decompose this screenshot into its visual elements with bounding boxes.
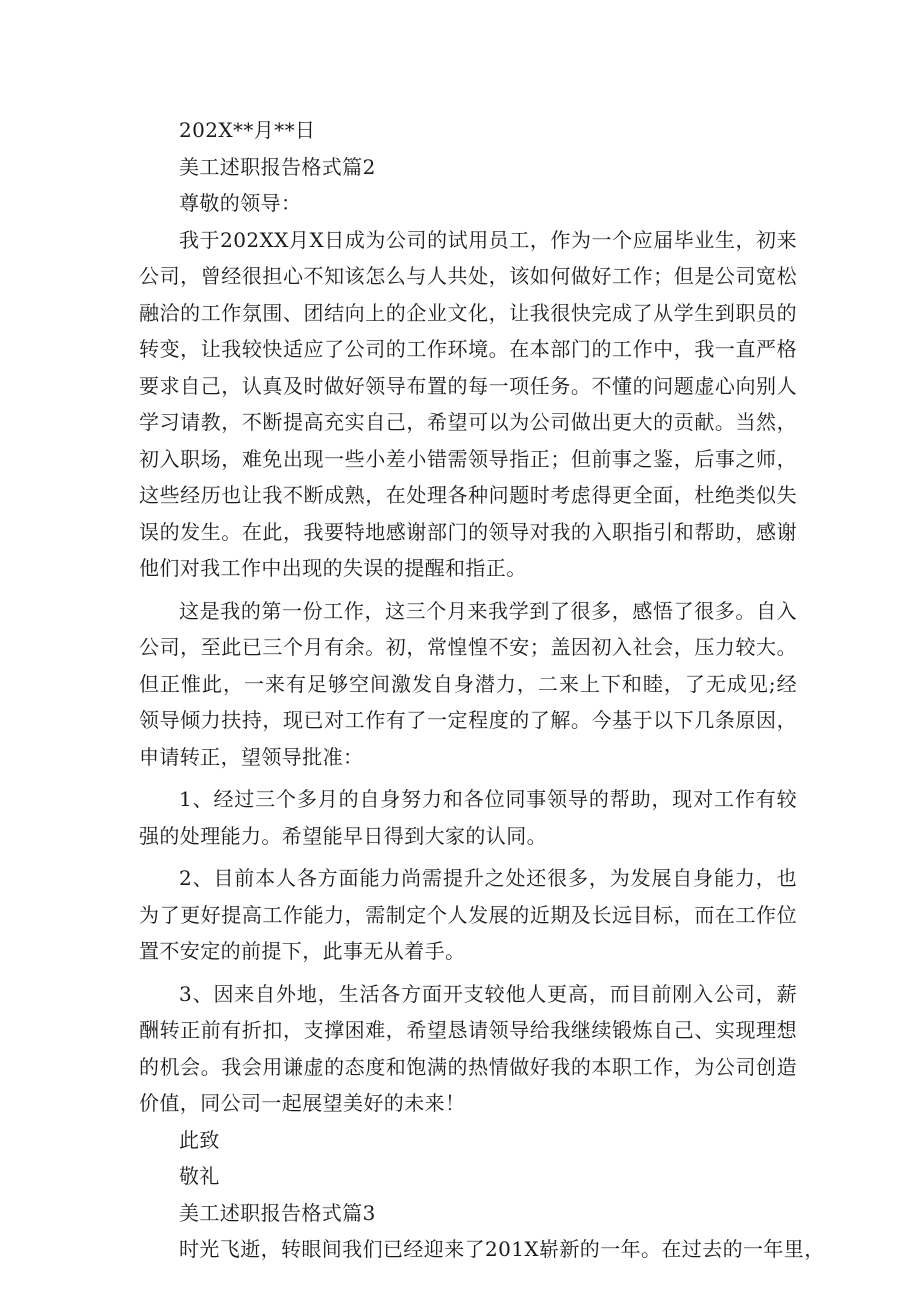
paragraph-reason-1: 1、经过三个多月的自身努力和各位同事领导的帮助，现对工作有较强的处理能力。希望能早日得到大家的认同。 [139,787,797,848]
document-body [139,112,825,1268]
closing-line-2: 敬礼 [179,1164,220,1188]
paragraph-reason-2: 2、目前本人各方面能力尚需提升之处还很多，为发展自身能力，也为了更好提高工作能力，需制定个人发展的近期及长远目标，而在工作位置不安定的前提下，此事无从着手。 [139,866,797,963]
paragraph-intro: 我于202XX月X日成为公司的试用员工，作为一个应届毕业生，初来公司，曾经很担心不知该怎么与人共处，该如何做好工作；但是公司宽松融洽的工作氛围、团结向上的企业文化，让我很快完成了从学生到职员的转变，让我较快适应了公司的工作环境。在本部门的工作中，我一直严格要求自己，认真及时做好领导布置的每一项任务。不懂的问题虚心向别人学习请教，不断提高充实自己，希望可以为公司做出更大的贡献。当然，初入职场，难免出现一些小差小错需领导指正；但前事之鉴，后事之师，这些经历也让我不断成熟，在处理各种问题时考虑得更全面，杜绝类似失误的发生。在此，我要特地感谢部门的领导对我的入职指引和帮助，感谢他们对我工作中出现的失误的提醒和指正。 [139,227,797,580]
section-heading-2: 美工述职报告格式篇2 [179,154,376,179]
closing-line-1: 此致 [179,1127,220,1152]
section-heading-3: 美工述职报告格式篇3 [179,1200,376,1225]
salutation: 尊敬的领导： [179,191,302,215]
paragraph-first-job: 这是我的第一份工作，这三个月来我学到了很多，感悟了很多。自入公司，至此已三个月有余。初，常惶惶不安；盖因初入社会，压力较大。但正惟此，一来有足够空间激发自身潜力，二来上下和睦，了无成见;经领导倾力扶持，现已对工作有了一定程度的了解。今基于以下几条原因，申请转正，望领导批准： [139,598,797,769]
date-line: 202X**月**日 [179,118,316,142]
paragraph-reason-3: 3、因来自外地，生活各方面开支较他人更高，而目前刚入公司，薪酬转正前有折扣，支撑困难，希望恳请领导给我继续锻炼自己、实现理想的机会。我会用谦虚的态度和饱满的热情做好我的本职工作，为公司创造价值，同公司一起展望美好的未来！ [139,981,797,1115]
paragraph-year-review: 时光飞逝，转眼间我们已经迎来了201X崭新的一年。在过去的一年里， [179,1237,825,1261]
